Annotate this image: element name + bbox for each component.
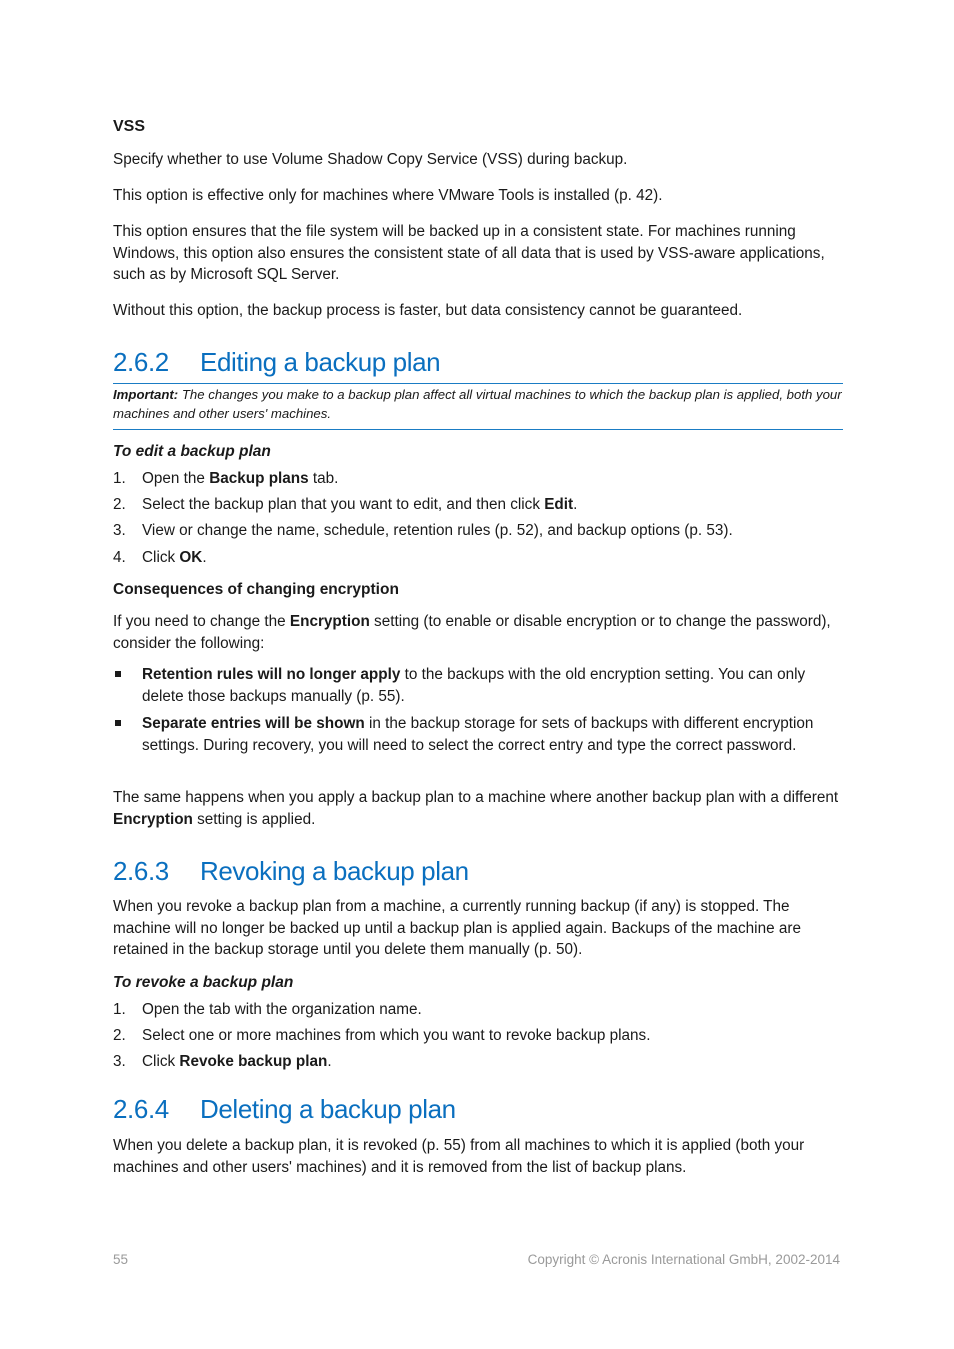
section-number: 2.6.2: [113, 347, 169, 377]
note-rule: [113, 429, 843, 430]
vss-paragraph-3: This option ensures that the file system will be backed up in a consistent state. For machines running Windows, this option also ensures the consistent state of all data that is used by VSS-aware applications, such as by Microsoft SQL Server.: [113, 223, 825, 283]
page-number: 55: [113, 1252, 129, 1267]
section-title: Deleting a backup plan: [200, 1094, 456, 1124]
vss-heading: VSS: [113, 118, 146, 135]
revoke-intro: When you revoke a backup plan from a machine, a currently running backup (if any) is stopped. The machine will no longer be backed up until a backup plan is applied again. Backups of the machine are retained in the backup storage until you delete them manually (p. 50).: [113, 898, 801, 958]
copyright-text: Copyright © Acronis International GmbH, 2002-2014: [527, 1252, 840, 1267]
section-title: Revoking a backup plan: [200, 856, 469, 886]
vss-paragraph-4: Without this option, the backup process is faster, but data consistency cannot be guaranteed.: [113, 302, 743, 319]
procedure-title-edit: To edit a backup plan: [113, 443, 271, 460]
bullet-marker: [115, 720, 121, 726]
section-heading-deleting: [113, 1094, 843, 1124]
section-number: 2.6.3: [113, 856, 169, 886]
important-note: [113, 385, 843, 423]
section-heading-revoking: [113, 856, 843, 886]
vss-paragraph-1: Specify whether to use Volume Shadow Copy Service (VSS) during backup.: [113, 151, 628, 168]
section-title: Editing a backup plan: [200, 347, 441, 377]
delete-intro: When you delete a backup plan, it is revoked (p. 55) from all machines to which it is applied (both your machines and other users' machines) and it is removed from the list of backup plans.: [113, 1137, 805, 1176]
section-heading-editing: [113, 347, 843, 377]
procedure-title-revoke: To revoke a backup plan: [113, 974, 294, 991]
consequences-heading: Consequences of changing encryption: [113, 581, 399, 598]
note-label: Important:: [113, 387, 179, 402]
consequences-intro: If you need to change the Encryption setting (to enable or disable encryption or to change the password), consider the following:: [113, 613, 831, 652]
vss-paragraph-2: This option is effective only for machines where VMware Tools is installed (p. 42).: [113, 187, 663, 204]
section-number: 2.6.4: [113, 1094, 169, 1124]
bullet-marker: [115, 671, 121, 677]
heading-rule: [113, 383, 843, 384]
note-text: The changes you make to a backup plan affect all virtual machines to which the backup plan is applied, both your machines and other users' machines.: [113, 387, 842, 421]
same-happens-paragraph: The same happens when you apply a backup plan to a machine where another backup plan with a different Encryption setting is applied.: [113, 789, 839, 828]
